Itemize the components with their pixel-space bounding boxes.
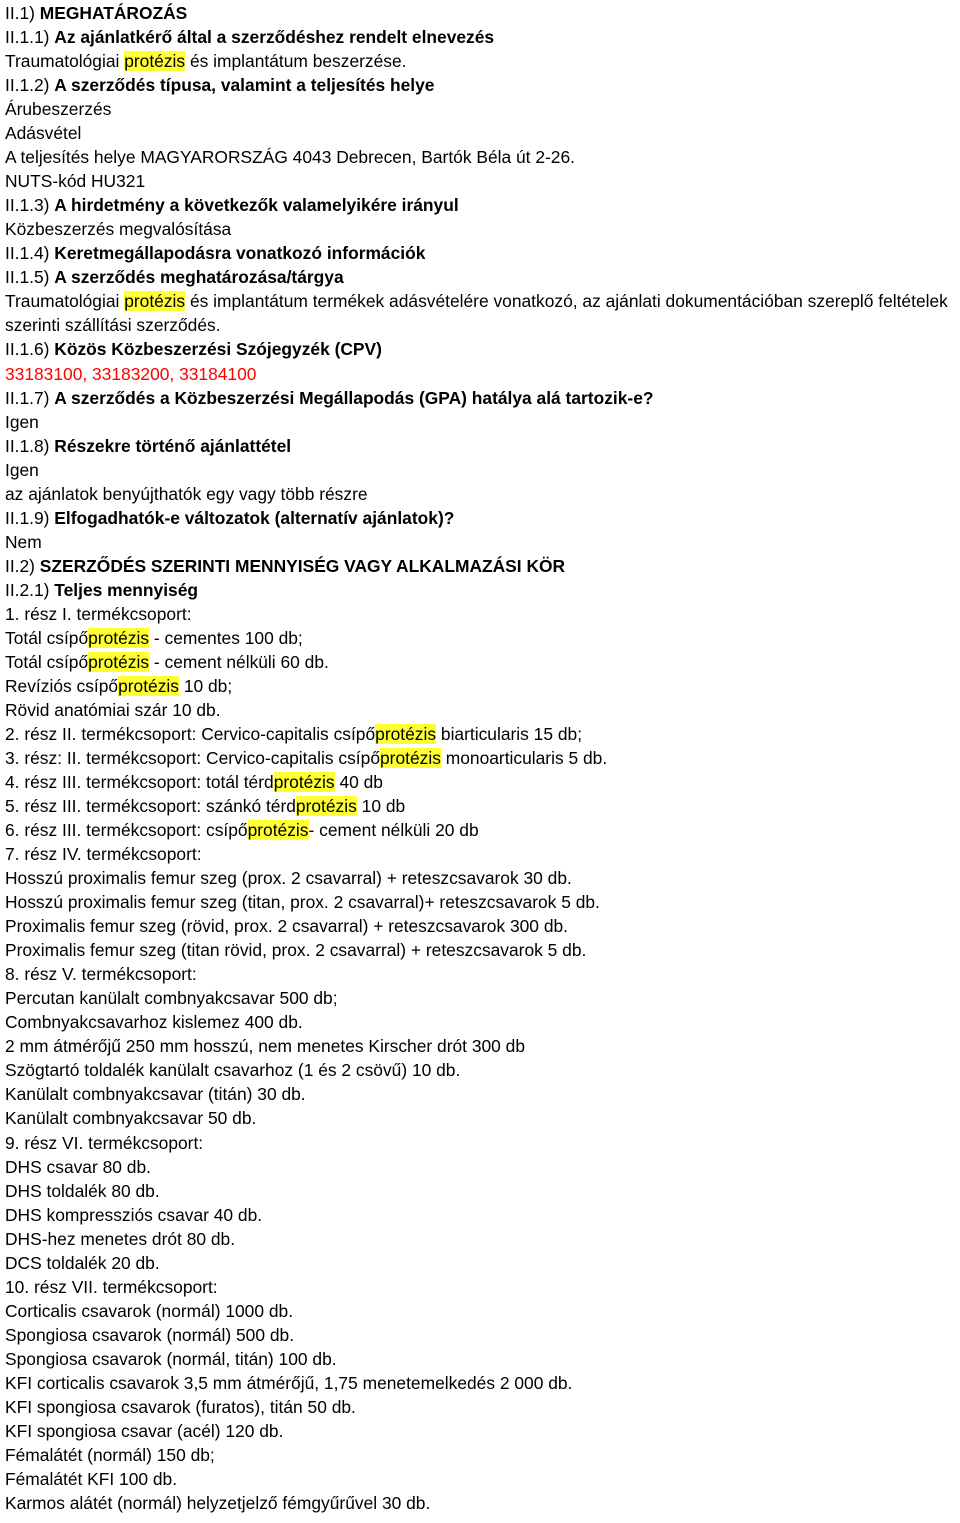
- document-line: [5, 506, 960, 530]
- document-line: [5, 986, 960, 1010]
- line-text: Karmos alátét (normál) helyzetjelző fémgyűrűvel 30 db.: [5, 1492, 431, 1513]
- line-text: 10 db;: [179, 675, 233, 696]
- document-line: [5, 938, 960, 962]
- document-line: [5, 962, 960, 986]
- line-text: Árubeszerzés: [5, 99, 112, 120]
- highlighted-term: protézis: [88, 627, 150, 648]
- highlighted-term: protézis: [295, 796, 357, 817]
- document-line: [5, 1419, 960, 1443]
- document-line: [5, 337, 960, 361]
- bold-heading-text: Elfogadhatók-e változatok (alternatív ajánlatok)?: [54, 507, 455, 528]
- line-text: II.2.1): [5, 579, 55, 600]
- document-line: [5, 169, 960, 193]
- document-line: [5, 362, 960, 386]
- line-text: Fémalátét (normál) 150 db;: [5, 1444, 215, 1465]
- document-line: [5, 482, 960, 506]
- line-text: 40 db: [334, 772, 383, 793]
- line-text: 1. rész I. termékcsoport:: [5, 603, 192, 624]
- line-text: biarticularis 15 db;: [436, 723, 583, 744]
- bold-heading-text: A szerződés meghatározása/tárgya: [54, 267, 344, 288]
- line-text: - cementes 100 db;: [149, 627, 303, 648]
- line-text: Kanülalt combnyakcsavar 50 db.: [5, 1108, 257, 1129]
- highlighted-term: protézis: [380, 748, 441, 768]
- document-line: [5, 794, 960, 818]
- document-line: [5, 818, 960, 842]
- line-text: - cement nélküli 20 db: [308, 820, 479, 841]
- document-line: [5, 578, 960, 602]
- line-text: 10 db: [356, 796, 406, 817]
- line-text: Totál csípő: [5, 651, 89, 672]
- document-line: [5, 554, 960, 578]
- document-line: [5, 25, 960, 49]
- line-text: KFI spongiosa csavarok (furatos), titán 50 db.: [5, 1396, 356, 1417]
- document-line: [5, 746, 960, 770]
- line-text: II.1.3): [5, 195, 55, 216]
- document-line: [5, 1299, 960, 1323]
- document-line: [5, 97, 960, 121]
- document-line: [5, 1227, 960, 1251]
- highlighted-term: protézis: [124, 291, 186, 312]
- line-text: NUTS-kód HU321: [5, 171, 146, 192]
- document-line: [5, 458, 960, 482]
- line-text: II.1.1): [5, 27, 55, 48]
- document-line: [5, 1371, 960, 1395]
- line-text: az ajánlatok benyújthatók egy vagy több részre: [5, 483, 368, 504]
- document-line: [5, 121, 960, 145]
- line-text: II.1.2): [5, 75, 55, 96]
- line-text: Igen: [5, 411, 39, 432]
- document-line: [5, 698, 960, 722]
- document-line: [5, 722, 960, 746]
- document-line: [5, 410, 960, 434]
- document-line: [5, 866, 960, 890]
- line-text: és implantátum beszerzése.: [185, 51, 407, 72]
- document-line: [5, 217, 960, 241]
- document-line: [5, 602, 960, 626]
- line-text: Combnyakcsavarhoz kislemez 400 db.: [5, 1012, 303, 1033]
- line-text: és implantátum termékek adásvételére vonatkozó, az ajánlati dokumentációban szereplő feltételek szerinti szállítási szerződés.: [5, 291, 948, 336]
- line-text: II.1.7): [5, 387, 55, 408]
- line-text: DHS csavar 80 db.: [5, 1156, 151, 1177]
- document-line: [5, 1106, 960, 1130]
- line-text: 10. rész VII. termékcsoport:: [5, 1276, 218, 1297]
- line-text: 9. rész VI. termékcsoport:: [5, 1132, 204, 1153]
- line-text: 8. rész V. termékcsoport:: [5, 964, 197, 985]
- document-line: [5, 49, 960, 73]
- document-line: [5, 650, 960, 674]
- line-text: 4. rész III. termékcsoport: totál térd: [5, 772, 274, 793]
- line-text: Corticalis csavarok (normál) 1000 db.: [5, 1300, 294, 1321]
- highlighted-term: protézis: [88, 651, 150, 672]
- line-text: Spongiosa csavarok (normál, titán) 100 db.: [5, 1348, 337, 1369]
- document-line: [5, 1058, 960, 1082]
- line-text: Igen: [5, 459, 39, 480]
- document-line: [5, 890, 960, 914]
- line-text: 3. rész: II. termékcsoport: Cervico-capitalis csípő: [5, 748, 380, 768]
- line-text: II.1.6): [5, 339, 55, 360]
- highlighted-term: protézis: [247, 820, 309, 841]
- bold-heading-text: A szerződés a Közbeszerzési Megállapodás (GPA) hatálya alá tartozik-e?: [54, 387, 654, 408]
- document-line: [5, 674, 960, 698]
- document-line: [5, 1443, 960, 1467]
- document-line: [5, 1131, 960, 1155]
- highlighted-term: protézis: [375, 723, 437, 744]
- line-text: II.1.8): [5, 435, 55, 456]
- line-text: DHS toldalék 80 db.: [5, 1180, 160, 1201]
- document-line: [5, 1491, 960, 1515]
- document-line: [5, 1251, 960, 1275]
- cpv-codes: 33183100, 33183200, 33184100: [5, 363, 257, 384]
- line-text: 2. rész II. termékcsoport: Cervico-capitalis csípő: [5, 723, 376, 744]
- line-text: DHS kompressziós csavar 40 db.: [5, 1204, 263, 1225]
- line-text: Revíziós csípő: [5, 675, 119, 696]
- line-text: Hosszú proximalis femur szeg (prox. 2 csavarral) + reteszcsavarok 30 db.: [5, 868, 572, 889]
- document-line: [5, 1010, 960, 1034]
- document-line: [5, 842, 960, 866]
- line-text: KFI spongiosa csavar (acél) 120 db.: [5, 1420, 284, 1441]
- line-text: KFI corticalis csavarok 3,5 mm átmérőjű, 1,75 menetemelkedés 2 000 db.: [5, 1372, 573, 1393]
- line-text: 7. rész IV. termékcsoport:: [5, 844, 202, 865]
- document-line: [5, 289, 960, 337]
- line-text: II.1.4): [5, 243, 55, 264]
- document-line: [5, 265, 960, 289]
- document-line: [5, 193, 960, 217]
- document-line: [5, 1082, 960, 1106]
- document-line: [5, 1347, 960, 1371]
- bold-heading-text: MEGHATÁROZÁS: [39, 3, 188, 23]
- highlighted-term: protézis: [118, 675, 179, 696]
- document-line: [5, 1467, 960, 1491]
- line-text: monoarticularis 5 db.: [440, 748, 608, 768]
- document-line: [5, 1203, 960, 1227]
- document-line: [5, 145, 960, 169]
- line-text: - cement nélküli 60 db.: [149, 651, 329, 672]
- line-text: 5. rész III. termékcsoport: szánkó térd: [5, 796, 296, 817]
- line-text: DHS-hez menetes drót 80 db.: [5, 1228, 236, 1249]
- bold-heading-text: A hirdetmény a következők valamelyikére irányul: [54, 195, 459, 216]
- bold-heading-text: Közös Közbeszerzési Szójegyzék (CPV): [54, 339, 382, 360]
- document-line: [5, 530, 960, 554]
- line-text: II.2): [5, 555, 40, 576]
- document-line: [5, 1275, 960, 1299]
- line-text: Adásvétel: [5, 123, 82, 144]
- line-text: DCS toldalék 20 db.: [5, 1252, 160, 1273]
- line-text: Nem: [5, 531, 42, 552]
- document-line: [5, 1323, 960, 1347]
- document-line: [5, 434, 960, 458]
- document-line: [5, 914, 960, 938]
- document-line: [5, 386, 960, 410]
- line-text: A teljesítés helye MAGYARORSZÁG 4043 Debrecen, Bartók Béla út 2-26.: [5, 147, 575, 168]
- bold-heading-text: Az ajánlatkérő által a szerződéshez rendelt elnevezés: [54, 27, 495, 48]
- line-text: Proximalis femur szeg (titan rövid, prox. 2 csavarral) + reteszcsavarok 5 db.: [5, 940, 587, 961]
- document-line: [5, 770, 960, 794]
- highlighted-term: protézis: [124, 51, 186, 72]
- line-text: Kanülalt combnyakcsavar (titán) 30 db.: [5, 1084, 306, 1105]
- line-text: 6. rész III. termékcsoport: csípő: [5, 820, 248, 841]
- line-text: II.1.9): [5, 507, 55, 528]
- document-line: [5, 626, 960, 650]
- line-text: Traumatológiai: [5, 51, 125, 72]
- line-text: Traumatológiai: [5, 291, 125, 312]
- line-text: 2 mm átmérőjű 250 mm hosszú, nem menetes Kirscher drót 300 db: [5, 1036, 526, 1057]
- line-text: Közbeszerzés megvalósítása: [5, 219, 232, 240]
- highlighted-term: protézis: [273, 772, 335, 793]
- line-text: Totál csípő: [5, 627, 89, 648]
- document-line: [5, 1395, 960, 1419]
- line-text: Fémalátét KFI 100 db.: [5, 1468, 178, 1489]
- bold-heading-text: Részekre történő ajánlattétel: [54, 435, 292, 456]
- line-text: Szögtartó toldalék kanülalt csavarhoz (1 és 2 csövű) 10 db.: [5, 1060, 461, 1081]
- line-text: Rövid anatómiai szár 10 db.: [5, 699, 221, 720]
- line-text: II.1): [5, 3, 40, 23]
- line-text: Percutan kanülalt combnyakcsavar 500 db;: [5, 988, 338, 1009]
- document-line: [5, 73, 960, 97]
- bold-heading-text: Keretmegállapodásra vonatkozó információk: [54, 243, 426, 264]
- line-text: II.1.5): [5, 267, 55, 288]
- document-line: [5, 1, 960, 25]
- bold-heading-text: A szerződés típusa, valamint a teljesítés helye: [54, 75, 435, 96]
- bold-heading-text: SZERZŐDÉS SZERINTI MENNYISÉG VAGY ALKALMAZÁSI KÖR: [39, 555, 566, 576]
- document-line: [5, 1034, 960, 1058]
- document-line: [5, 241, 960, 265]
- document-line: [5, 1179, 960, 1203]
- bold-heading-text: Teljes mennyiség: [54, 579, 198, 600]
- document-line: [5, 1155, 960, 1179]
- line-text: Proximalis femur szeg (rövid, prox. 2 csavarral) + reteszcsavarok 300 db.: [5, 916, 568, 937]
- line-text: Hosszú proximalis femur szeg (titan, prox. 2 csavarral)+ reteszcsavarok 5 db.: [5, 892, 600, 913]
- line-text: Spongiosa csavarok (normál) 500 db.: [5, 1324, 295, 1345]
